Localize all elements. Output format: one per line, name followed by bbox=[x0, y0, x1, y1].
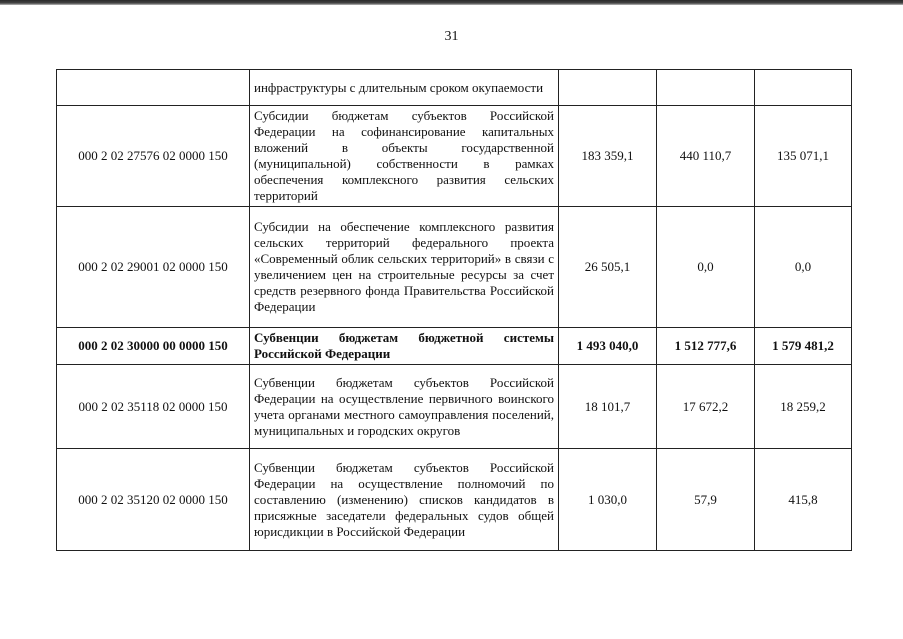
table-row-subtotal bbox=[57, 328, 852, 365]
value-year1-cell: 1 493 040,0 bbox=[559, 328, 657, 365]
table-row bbox=[57, 365, 852, 449]
value-year3-cell: 135 071,1 bbox=[755, 106, 852, 207]
value-year2-cell: 17 672,2 bbox=[657, 365, 755, 449]
budget-code-cell: 000 2 02 35120 02 0000 150 bbox=[57, 449, 250, 551]
budget-code-cell bbox=[57, 70, 250, 106]
description-cell: инфраструктуры с длительным сроком окупаемости bbox=[250, 70, 559, 106]
value-year1-cell: 26 505,1 bbox=[559, 207, 657, 328]
table-row bbox=[57, 106, 852, 207]
value-year1-cell: 1 030,0 bbox=[559, 449, 657, 551]
description-cell: Субвенции бюджетам субъектов Российской Федерации на осуществление первичного воинского учета органами местного самоуправления поселений, муниципальных и городских округов bbox=[250, 365, 559, 449]
description-cell: Субсидии на обеспечение комплексного развития сельских территорий федерального проекта «Современный облик сельских территорий» в связи с увеличением цен на строительные ресурсы за счет средств резервного фонда Правительства Российской Федерации bbox=[250, 207, 559, 328]
budget-code-cell: 000 2 02 29001 02 0000 150 bbox=[57, 207, 250, 328]
value-year1-cell: 18 101,7 bbox=[559, 365, 657, 449]
value-year2-cell bbox=[657, 70, 755, 106]
budget-code-cell: 000 2 02 35118 02 0000 150 bbox=[57, 365, 250, 449]
value-year3-cell: 0,0 bbox=[755, 207, 852, 328]
value-year2-cell: 440 110,7 bbox=[657, 106, 755, 207]
budget-code-cell: 000 2 02 30000 00 0000 150 bbox=[57, 328, 250, 365]
table-row bbox=[57, 207, 852, 328]
value-year1-cell: 183 359,1 bbox=[559, 106, 657, 207]
description-cell: Субвенции бюджетам субъектов Российской Федерации на осуществление полномочий по составлению (изменению) списков кандидатов в присяжные заседатели федеральных судов общей юрисдикции в Российской Федерации bbox=[250, 449, 559, 551]
value-year2-cell: 57,9 bbox=[657, 449, 755, 551]
value-year1-cell bbox=[559, 70, 657, 106]
value-year2-cell: 0,0 bbox=[657, 207, 755, 328]
budget-revenue-table bbox=[56, 69, 852, 551]
value-year3-cell: 18 259,2 bbox=[755, 365, 852, 449]
page-number: 31 bbox=[444, 29, 459, 44]
value-year2-cell: 1 512 777,6 bbox=[657, 328, 755, 365]
table-row bbox=[57, 70, 852, 106]
budget-code-cell: 000 2 02 27576 02 0000 150 bbox=[57, 106, 250, 207]
description-cell: Субвенции бюджетам бюджетной системы Российской Федерации bbox=[250, 328, 559, 365]
table-row bbox=[57, 449, 852, 551]
scan-top-border bbox=[0, 0, 903, 5]
description-cell: Субсидии бюджетам субъектов Российской Федерации на софинансирование капитальных вложений в объекты государственной (муниципальной) собственности в рамках обеспечения комплексного развития сельских территорий bbox=[250, 106, 559, 207]
value-year3-cell: 415,8 bbox=[755, 449, 852, 551]
value-year3-cell: 1 579 481,2 bbox=[755, 328, 852, 365]
value-year3-cell bbox=[755, 70, 852, 106]
